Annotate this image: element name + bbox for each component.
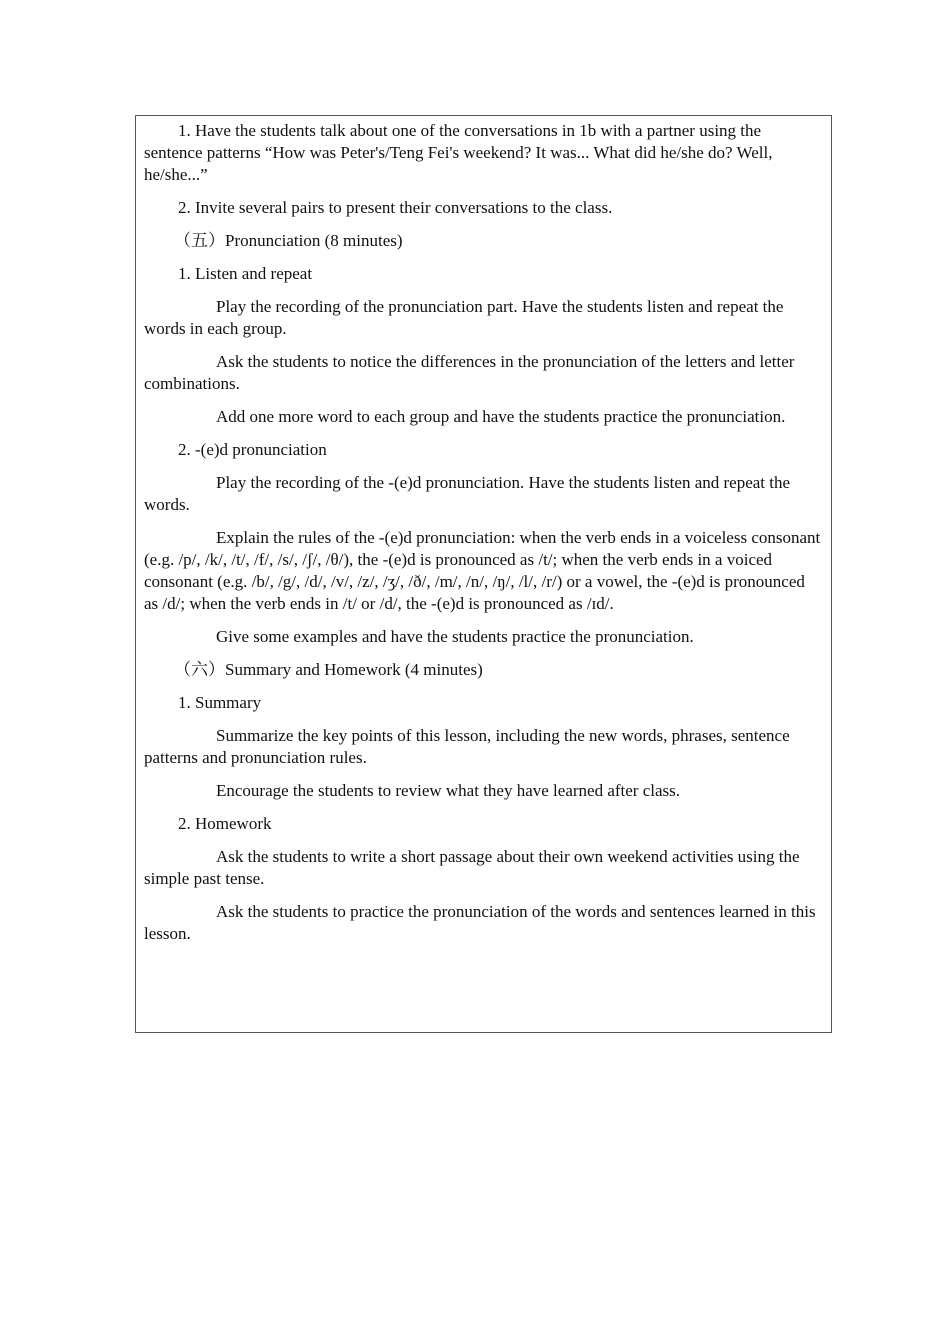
section-heading-pronunciation: （五）Pronunciation (8 minutes)	[174, 231, 403, 250]
body-paragraph: Play the recording of the pronunciation part. Have the students listen and repeat the words in each group.	[144, 297, 784, 338]
body-paragraph: Ask the students to notice the differences in the pronunciation of the letters and letter combinations.	[144, 352, 795, 393]
body-paragraph: Ask the students to practice the pronunciation of the words and sentences learned in this lesson.	[144, 902, 816, 943]
subheading-ed-pronunciation: 2. -(e)d pronunciation	[178, 440, 327, 459]
body-paragraph: Give some examples and have the students practice the pronunciation.	[216, 627, 694, 646]
body-paragraph: Play the recording of the -(e)d pronunciation. Have the students listen and repeat the words.	[144, 473, 791, 514]
step-paragraph: 1. Have the students talk about one of the conversations in 1b with a partner using the sentence patterns “How was Peter's/Teng Fei's weekend? It was... What did he/she do? Well, he/she...”	[144, 121, 773, 184]
body-paragraph: Summarize the key points of this lesson, including the new words, phrases, sentence patterns and pronunciation rules.	[144, 726, 790, 767]
subheading-listen-repeat: 1. Listen and repeat	[178, 264, 313, 283]
body-paragraph: Encourage the students to review what they have learned after class.	[216, 781, 681, 800]
section-heading-summary-homework: （六）Summary and Homework (4 minutes)	[174, 660, 483, 679]
body-paragraph: Add one more word to each group and have the students practice the pronunciation.	[216, 407, 786, 426]
subheading-summary: 1. Summary	[178, 693, 262, 712]
subheading-homework: 2. Homework	[178, 814, 272, 833]
lesson-plan-box	[135, 115, 832, 1033]
step-paragraph: 2. Invite several pairs to present their conversations to the class.	[178, 198, 613, 217]
body-paragraph-rules: Explain the rules of the -(e)d pronunciation: when the verb ends in a voiceless consonant (e.g. /p/, /k/, /t/, /f/, /s/, /ʃ/, /θ/), the -(e)d is pronounced as /t/; when the verb ends in a voiced consonant (e.g. /b/, /g/, /d/, /v/, /z/, /ʒ/, /ð/, /m/, /n/, /ŋ/, /l/, /r/) or a vowel, the -(e)d is pronounced as /d/; when the verb ends in /t/ or /d/, the -(e)d is pronounced as /ɪd/.	[144, 528, 821, 613]
body-paragraph: Ask the students to write a short passage about their own weekend activities using the simple past tense.	[144, 847, 800, 888]
